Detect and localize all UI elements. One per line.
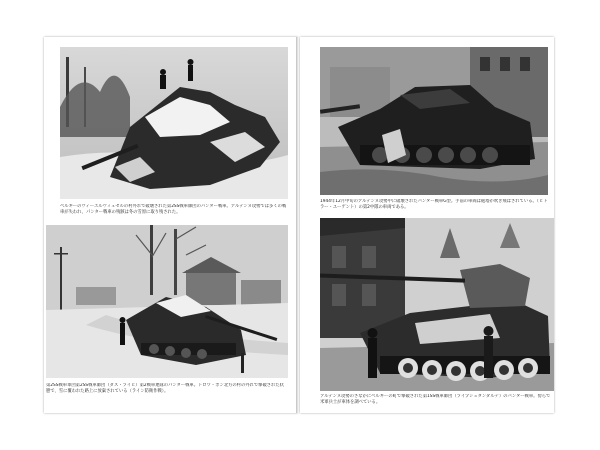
photo-panther-roadside bbox=[46, 225, 288, 378]
caption-panther-building: アルデンヌ攻勢のさなかにベルギーの町で撃破された第1SS戦車師団（ライプシュタンダルテ）のパンター戦車。傍らで米軍兵士が車体を調べている。 bbox=[320, 394, 551, 406]
caption-panther-town: 1944年12月中旬のアルデンヌ攻勢中に破壊されたパンター戦車G型。手前の車両は砲塔が吹き飛ばされている。（ヒトラー・ユーゲント）の第2中隊の車両である。 bbox=[320, 199, 548, 211]
photo-panther-building bbox=[320, 218, 554, 391]
photo-panther-town bbox=[320, 47, 548, 195]
photo-panther-roadside-image bbox=[46, 225, 288, 378]
photo-tank-wreck-snow-image bbox=[60, 47, 288, 199]
photo-panther-town-image bbox=[320, 47, 548, 195]
right-page bbox=[300, 37, 554, 413]
photo-panther-building-image bbox=[320, 218, 554, 391]
photo-tank-wreck-snow bbox=[60, 47, 288, 199]
caption-panther-roadside: 第2SS戦車軍団第2SS戦車師団（ダス・ライヒ）第2戦車連隊のパンター戦車。トロワ・ポン北方の村の外れで撃破された状態で、雪に覆われた路上に放棄されている（ライン防衛作戦）。 bbox=[46, 383, 284, 395]
caption-tank-wreck-snow: ベルギーのヴィーエルヴィュセルの村外れで破壊された第2SS戦車師団のパンター戦車。アルデンヌ攻勢では多くの戦車が失われ、パンター戦車の残骸は冬の雪原に取り残された。 bbox=[60, 204, 287, 216]
book-spread bbox=[44, 37, 554, 413]
left-page bbox=[44, 37, 298, 413]
